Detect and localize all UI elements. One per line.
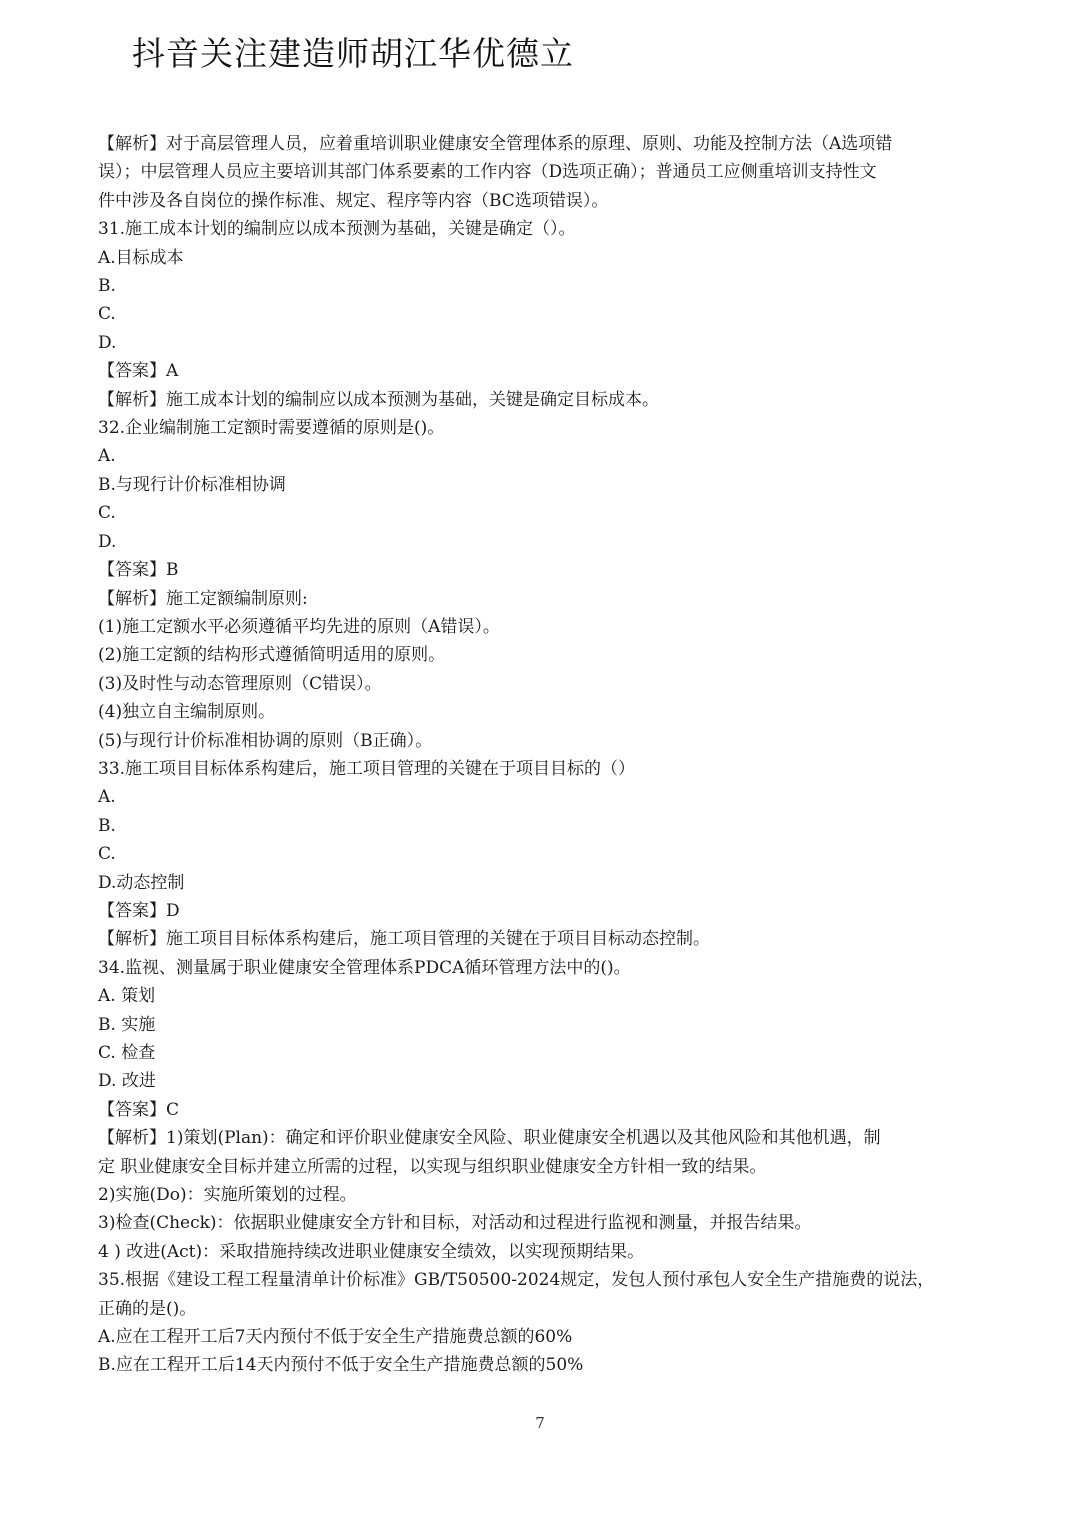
analysis-item: 4 ) 改进(Act)：采取措施持续改进职业健康安全绩效，以实现预期结果。 [98,1241,645,1262]
analysis-item: (1)施工定额水平必须遵循平均先进的原则（A错误）。 [98,616,500,637]
answer-line: 【答案】D [98,900,180,921]
analysis-line: 【解析】1)策划(Plan)：确定和评价职业健康安全风险、职业健康安全机遇以及其他风险和其他机遇，制 [98,1128,881,1149]
question-32: 32.企业编制施工定额时需要遵循的原则是()。 [98,418,445,439]
option-b: B.与现行计价标准相协调 [98,474,286,495]
document-body [98,130,986,1380]
analysis-line: 定 职业健康安全目标并建立所需的过程，以实现与组织职业健康安全方针相一致的结果。 [98,1156,767,1177]
option-d: D. [98,531,117,552]
question-33: 33.施工项目目标体系构建后，施工项目管理的关键在于项目目标的（） [98,758,636,779]
option-a: A. [98,446,116,467]
option-c: C. [98,844,116,865]
option-d: D. 改进 [98,1071,156,1092]
option-a: A.应在工程开工后7天内预付不低于安全生产措施费总额的60% [98,1327,573,1348]
text-line: 件中涉及各自岗位的操作标准、规定、程序等内容（BC选项错误）。 [98,190,609,211]
option-b: B. [98,276,116,297]
page-number: 7 [535,1414,545,1432]
analysis-item: (5)与现行计价标准相协调的原则（B正确）。 [98,730,433,751]
option-d: D. [98,332,117,353]
option-b: B.应在工程开工后14天内预付不低于安全生产措施费总额的50% [98,1355,584,1376]
option-a: A. 策划 [98,986,156,1007]
question-34: 34.监视、测量属于职业健康安全管理体系PDCA循环管理方法中的()。 [98,957,631,978]
question-35-cont: 正确的是()。 [98,1298,197,1319]
page-header-title: 抖音关注建造师胡江华优德立 [132,34,574,73]
analysis-item: (4)独立自主编制原则。 [98,702,276,723]
option-a: A. [98,787,116,808]
option-b: B. 实施 [98,1014,156,1035]
question-31: 31.施工成本计划的编制应以成本预测为基础，关键是确定（）。 [98,219,576,240]
analysis-item: 3)检查(Check)：依据职业健康安全方针和目标，对活动和过程进行监视和测量，并报告结果。 [98,1213,812,1234]
option-c: C. [98,503,116,524]
analysis-item: 2)实施(Do)：实施所策划的过程。 [98,1185,357,1206]
text-line: 【解析】对于高层管理人员，应着重培训职业健康安全管理体系的原理、原则、功能及控制方法（A选项错 [98,134,893,154]
text-line: 误）；中层管理人员应主要培训其部门体系要素的工作内容（D选项正确）；普通员工应侧重培训支持性文 [98,162,877,183]
option-d: D.动态控制 [98,872,185,893]
option-a: A.目标成本 [98,247,184,268]
answer-line: 【答案】C [98,1099,180,1120]
option-b: B. [98,815,116,836]
analysis-line: 【解析】施工定额编制原则: [98,588,308,609]
analysis-item: (3)及时性与动态管理原则（C错误）。 [98,673,382,694]
question-35: 35.根据《建设工程工程量清单计价标准》GB/T50500-2024规定，发包人预付承包人安全生产措施费的说法， [98,1270,935,1291]
answer-line: 【答案】B [98,560,179,581]
answer-line: 【答案】A [98,361,179,382]
option-c: C. [98,304,116,325]
analysis-line: 【解析】施工成本计划的编制应以成本预测为基础，关键是确定目标成本。 [98,389,659,410]
analysis-item: (2)施工定额的结构形式遵循简明适用的原则。 [98,645,446,666]
analysis-line: 【解析】施工项目目标体系构建后，施工项目管理的关键在于项目目标动态控制。 [98,929,710,950]
option-c: C. 检查 [98,1043,156,1063]
